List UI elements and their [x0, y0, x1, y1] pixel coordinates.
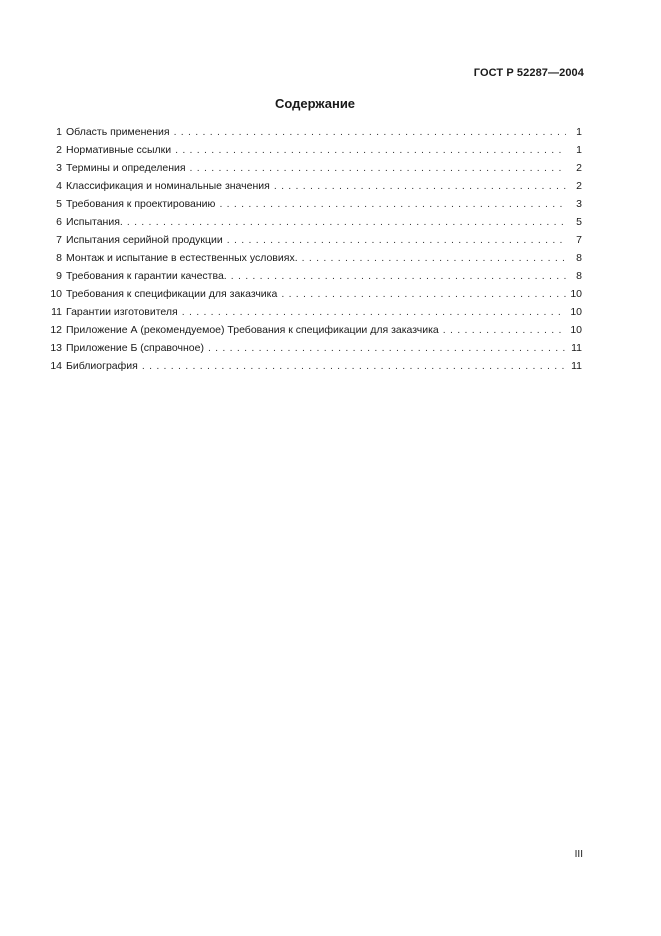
toc-item-number: 11 [51, 306, 62, 318]
toc-item-page: 2 [576, 180, 582, 192]
toc-item-number: 7 [56, 234, 62, 246]
toc-item-title: Гарантии изготовителя [66, 306, 178, 318]
toc-item[interactable] [46, 268, 582, 286]
toc-item-page: 2 [576, 162, 582, 174]
toc-leader-dots [281, 286, 566, 302]
toc-item-page: 11 [571, 342, 582, 354]
toc-leader-dots [274, 178, 566, 194]
toc-leader-dots [227, 232, 566, 248]
toc-item[interactable] [46, 142, 582, 160]
toc-item-title: Приложение Б (справочное) [66, 342, 204, 354]
toc-item-page: 11 [571, 360, 582, 372]
toc-item-page: 8 [576, 252, 582, 264]
toc-item-number: 13 [50, 342, 62, 354]
toc-item-number: 12 [50, 324, 62, 336]
toc-item-title: Требования к гарантии качества. [66, 270, 227, 282]
toc-item-number: 14 [50, 360, 62, 372]
toc-item-title: Монтаж и испытание в естественных условиях. [66, 252, 298, 264]
toc-item-title: Требования к проектированию [66, 198, 216, 210]
toc-item-number: 2 [56, 144, 62, 156]
toc-item-number: 9 [56, 270, 62, 282]
toc-item-title: Область применения [66, 126, 170, 138]
toc-item-page: 1 [576, 144, 582, 156]
toc-title: Содержание [274, 96, 356, 111]
toc-item-page: 7 [576, 234, 582, 246]
table-of-contents [46, 124, 582, 376]
toc-item-number: 6 [56, 216, 62, 228]
toc-item[interactable] [46, 358, 582, 376]
toc-item-page: 10 [570, 288, 582, 300]
toc-item-page: 8 [576, 270, 582, 282]
toc-item-page: 10 [570, 324, 582, 336]
page-number: III [574, 849, 583, 860]
toc-leader-dots [302, 250, 566, 266]
toc-leader-dots [174, 124, 566, 140]
toc-item-title: Классификация и номинальные значения [66, 180, 270, 192]
toc-item-page: 1 [576, 126, 582, 138]
toc-item-number: 5 [56, 198, 62, 210]
toc-leader-dots [175, 142, 566, 158]
toc-item-number: 3 [56, 162, 62, 174]
toc-item[interactable] [46, 124, 582, 142]
toc-item[interactable] [46, 196, 582, 214]
toc-item[interactable] [46, 304, 582, 322]
toc-item-title: Испытания серийной продукции [66, 234, 223, 246]
document-code: ГОСТ Р 52287—2004 [473, 67, 584, 79]
toc-leader-dots [208, 340, 566, 356]
toc-item[interactable] [46, 160, 582, 178]
toc-item[interactable] [46, 322, 582, 340]
toc-item-number: 10 [50, 288, 62, 300]
toc-item-page: 5 [576, 216, 582, 228]
toc-item[interactable] [46, 340, 582, 358]
toc-leader-dots [142, 358, 566, 374]
toc-item-title: Термины и определения [66, 162, 186, 174]
toc-item[interactable] [46, 286, 582, 304]
toc-item-title: Требования к спецификации для заказчика [66, 288, 278, 300]
toc-leader-dots [219, 196, 566, 212]
toc-item-number: 4 [56, 180, 62, 192]
toc-item[interactable] [46, 232, 582, 250]
toc-item-title: Библиография [66, 360, 138, 372]
toc-leader-dots [182, 304, 566, 320]
toc-leader-dots [231, 268, 566, 284]
toc-item[interactable] [46, 214, 582, 232]
toc-item[interactable] [46, 178, 582, 196]
toc-item-page: 10 [570, 306, 582, 318]
toc-leader-dots [443, 322, 566, 338]
toc-item-title: Испытания. [66, 216, 123, 228]
toc-item[interactable] [46, 250, 582, 268]
toc-item-title: Приложение А (рекомендуемое) Требования к спецификации для заказчика [66, 324, 439, 336]
toc-item-page: 3 [576, 198, 582, 210]
toc-item-number: 8 [56, 252, 62, 264]
toc-leader-dots [190, 160, 566, 176]
toc-item-number: 1 [56, 126, 62, 138]
toc-item-title: Нормативные ссылки [66, 144, 172, 156]
toc-leader-dots [127, 214, 566, 230]
